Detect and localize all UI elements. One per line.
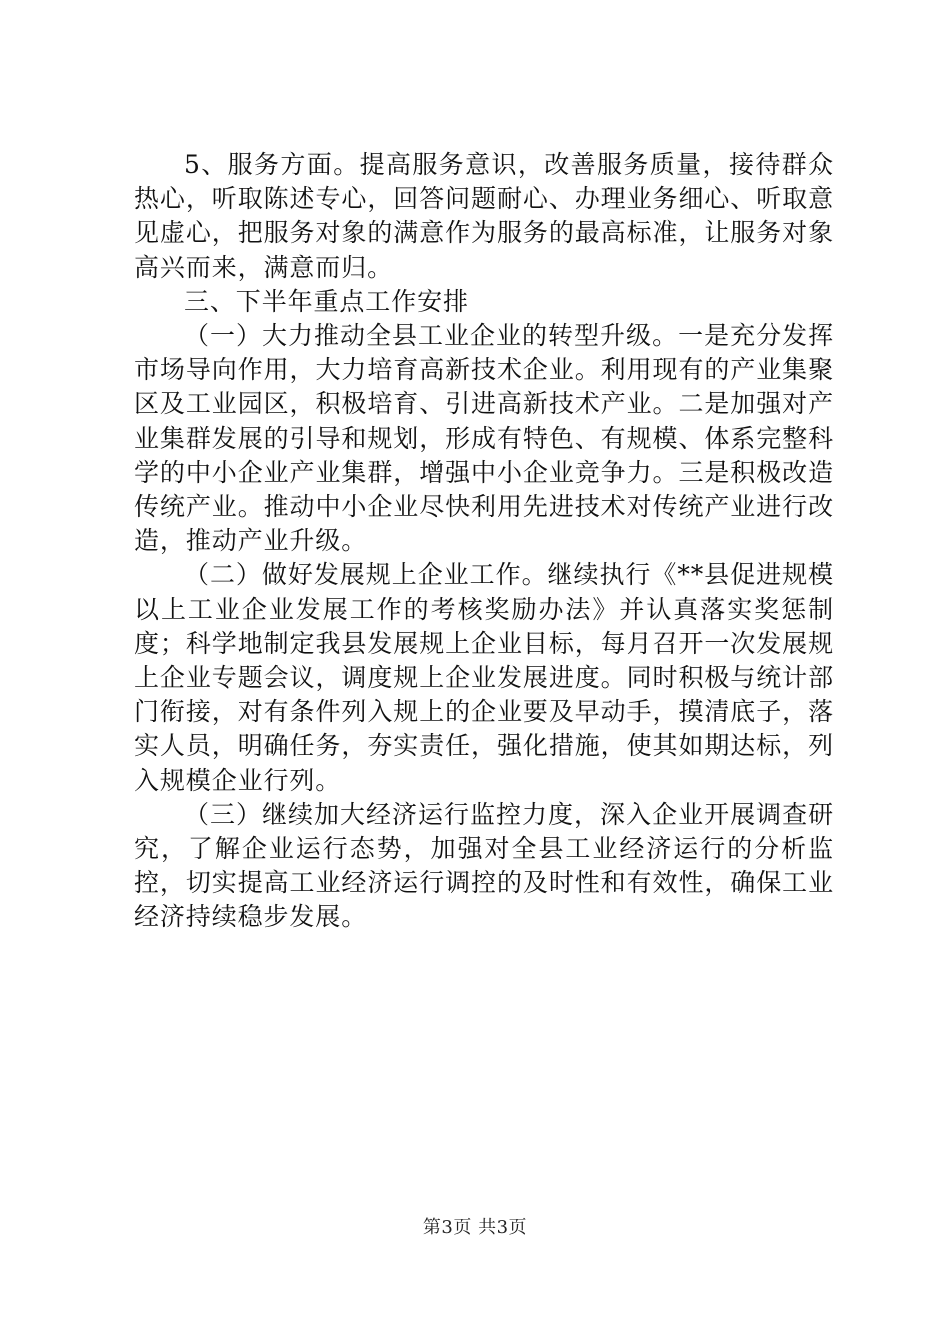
document-body (134, 148, 834, 935)
paragraph-economic-monitoring: （三）继续加大经济运行监控力度，深入企业开展调查研究，了解企业运行态势，加强对全县工业经济运行的分析监控，切实提高工业经济运行调控的及时性和有效性，确保工业经济持续稳步发展。 (134, 799, 834, 932)
paragraph-service: 5、服务方面。提高服务意识，改善服务质量，接待群众热心，听取陈述专心，回答问题耐心、办理业务细心、听取意见虚心，把服务对象的满意作为服务的最高标准，让服务对象高兴而来，满意而归。 (134, 150, 834, 282)
paragraph-scale-enterprises: （二）做好发展规上企业工作。继续执行《**县促进规模以上工业企业发展工作的考核奖励办法》并认真落实奖惩制度；科学地制定我县发展规上企业目标，每月召开一次发展规上企业专题会议，调度规上企业发展进度。同时积极与统计部门衔接，对有条件列入规上的企业要及早动手，摸清底子，落实人员，明确任务，夯实责任，强化措施，使其如期达标，列入规模企业行列。 (134, 560, 834, 795)
paragraph-transformation: （一）大力推动全县工业企业的转型升级。一是充分发挥市场导向作用，大力培育高新技术企业。利用现有的产业集聚区及工业园区，积极培育、引进高新技术产业。二是加强对产业集群发展的引导和规划，形成有特色、有规模、体系完整科学的中小企业产业集群，增强中小企业竞争力。三是积极改造传统产业。推动中小企业尽快利用先进技术对传统产业进行改造，推动产业升级。 (134, 321, 834, 556)
page-number-footer: 第3页 共3页 (422, 1217, 528, 1238)
section-heading-plan: 三、下半年重点工作安排 (184, 286, 469, 316)
